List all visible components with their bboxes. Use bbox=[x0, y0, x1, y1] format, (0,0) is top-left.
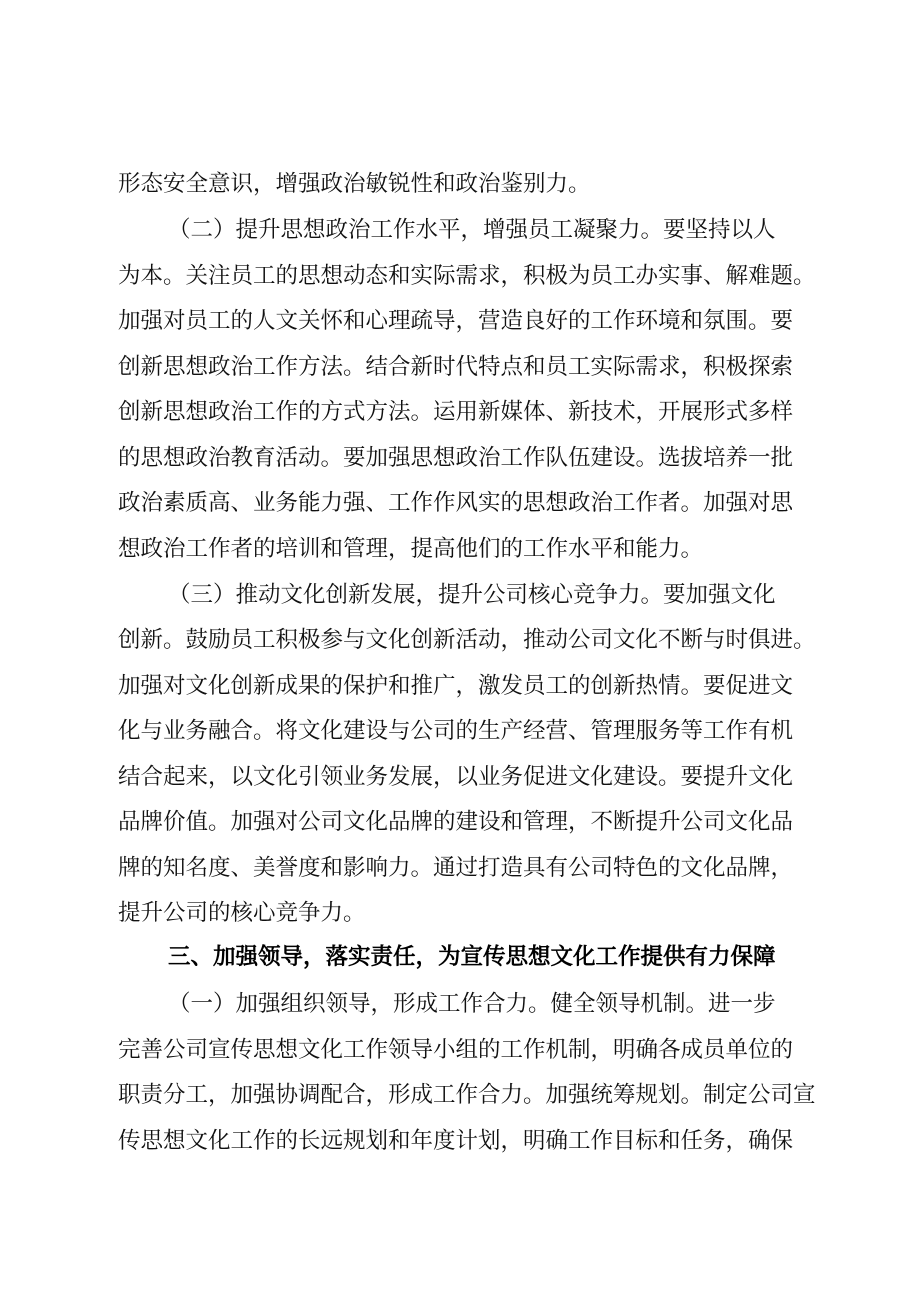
text-line: 加强对文化创新成果的保护和推广，激发员工的创新热情。要促进文 bbox=[118, 673, 794, 699]
text-line: 完善公司宣传思想文化工作领导小组的工作机制，明确各成员单位的 bbox=[118, 1037, 794, 1063]
section-heading: 三、加强领导，落实责任，为宣传思想文化工作提供有力保障 bbox=[168, 944, 776, 970]
text-line: 化与业务融合。将文化建设与公司的生产经营、管理服务等工作有机 bbox=[118, 718, 794, 744]
text-line: 传思想文化工作的长远规划和年度计划，明确工作目标和任务，确保 bbox=[118, 1128, 794, 1154]
paragraph-start-line: （二）提升思想政治工作水平，增强员工凝聚力。要坚持以人 bbox=[168, 217, 776, 243]
text-line: 的思想政治教育活动。要加强思想政治工作队伍建设。选拔培养一批 bbox=[118, 445, 794, 471]
text-line: 牌的知名度、美誉度和影响力。通过打造具有公司特色的文化品牌， bbox=[118, 855, 794, 881]
text-line: 想政治工作者的培训和管理，提高他们的工作水平和能力。 bbox=[118, 536, 704, 562]
text-line: 创新思想政治工作的方式方法。运用新媒体、新技术，开展形式多样 bbox=[118, 399, 794, 425]
text-line: 政治素质高、业务能力强、工作作风实的思想政治工作者。加强对思 bbox=[118, 490, 794, 516]
paragraph-start-line: （三）推动文化创新发展，提升公司核心竞争力。要加强文化 bbox=[168, 582, 776, 608]
text-line: 职责分工，加强协调配合，形成工作合力。加强统筹规划。制定公司宣 bbox=[118, 1082, 816, 1108]
text-line: 提升公司的核心竞争力。 bbox=[118, 900, 366, 926]
text-line: 为本。关注员工的思想动态和实际需求，积极为员工办实事、解难题。 bbox=[118, 263, 816, 289]
text-line: 创新。鼓励员工积极参与文化创新活动，推动公司文化不断与时俱进。 bbox=[118, 627, 816, 653]
text-line: 品牌价值。加强对公司文化品牌的建设和管理，不断提升公司文化品 bbox=[118, 809, 794, 835]
paragraph-start-line: （一）加强组织领导，形成工作合力。健全领导机制。进一步 bbox=[168, 991, 776, 1017]
text-line: 加强对员工的人文关怀和心理疏导，营造良好的工作环境和氛围。要 bbox=[118, 308, 794, 334]
text-line: 创新思想政治工作方法。结合新时代特点和员工实际需求，积极探索 bbox=[118, 354, 794, 380]
text-line: 形态安全意识，增强政治敏锐性和政治鉴别力。 bbox=[118, 171, 591, 197]
text-line: 结合起来，以文化引领业务发展，以业务促进文化建设。要提升文化 bbox=[118, 764, 794, 790]
